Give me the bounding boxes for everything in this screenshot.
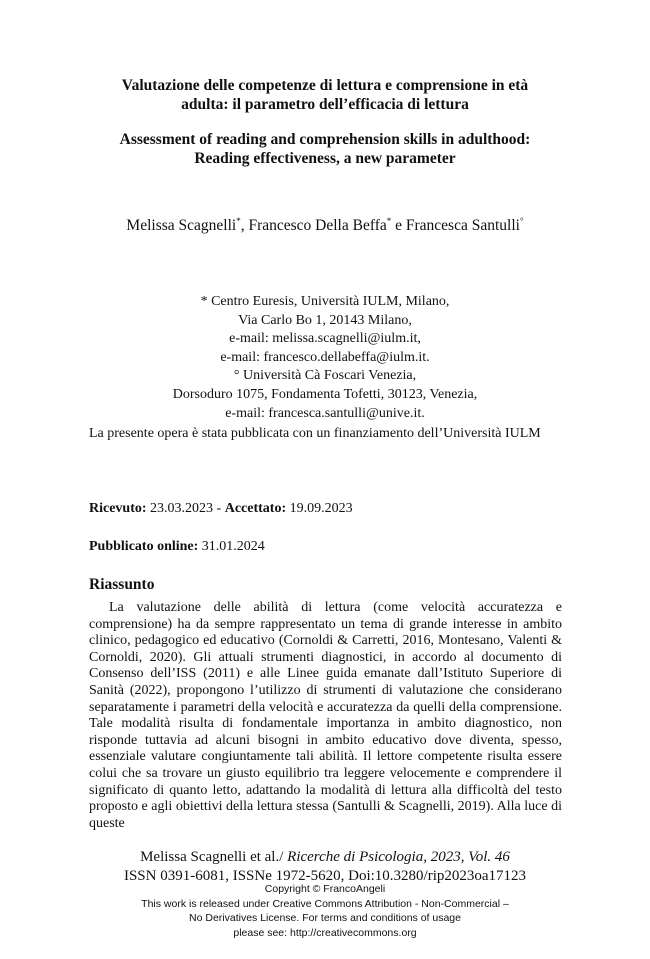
accepted-date: 19.09.2023 <box>286 501 353 516</box>
license-link[interactable]: please see: http://creativecommons.org <box>233 926 417 939</box>
license-block <box>60 882 590 940</box>
author-separator-1: , <box>240 217 249 234</box>
affiliation-email: e-mail: francesca.santulli@unive.it. <box>225 405 425 421</box>
author-list <box>40 216 610 236</box>
title-italian-line1: Valutazione delle competenze di lettura e comprensione in età <box>121 77 529 94</box>
citation-authors: Melissa Scagnelli et al./ <box>140 849 288 865</box>
title-english-line1: Assessment of reading and comprehension skills in adulthood: <box>119 131 531 148</box>
license-line-1: This work is released under Creative Commons Attribution - Non-Commercial – <box>141 897 509 910</box>
license-line-2: No Derivatives License. For terms and conditions of usage <box>189 912 461 924</box>
author-mark-2: * <box>386 215 392 226</box>
received-date: 23.03.2023 - <box>146 501 225 516</box>
published-online <box>89 538 265 556</box>
citation-journal: Ricerche di Psicologia, 2023, Vol. 46 <box>287 849 510 865</box>
copyright-line: Copyright © FrancoAngeli <box>264 883 386 895</box>
affiliation-line: Via Carlo Bo 1, 20143 Milano, <box>238 312 412 328</box>
author-scagnelli: Melissa Scagnelli <box>126 217 237 234</box>
affiliation-line: Dorsoduro 1075, Fondamenta Tofetti, 30123, Venezia, <box>172 386 478 402</box>
author-mark-3: ° <box>519 215 524 226</box>
submission-dates <box>89 500 353 518</box>
abstract-body: La valutazione delle abilità di lettura (come velocità accuratezza e comprensione) ha da sempre rappresentato un tema di grande interesse in ambito clinico, pedagogico ed educativo (Cornoldi & Carretti, 2016, Montesano, Valenti & Cornoldi, 2020). Gli attuali strumenti diagnostici, in accordo al documento di Consenso dell’ISS (2011) e alle Linee guida emanate dall’Istituto Superiore di Sanità (2022), propongono l’utilizzo di strumenti di valutazione che considerano separatamente i parametri della velocità e accuratezza da quelli della comprensione. Tale modalità risulta di fondamentale importanza in ambito diagnostico, non risponde tuttavia ad alcuni bisogni in ambito educativo dove diventa, spesso, essenziale valutare congiuntamente tali abilità. Il lettore competente risulta essere colui che sa trovare un giusto equilibrio tra leggere velocemente e comprendere il significato di quanto letto, adattando la modalità di lettura alla difficoltà del testo proposto e agli obiettivi della lettura stessa (Santulli & Scagnelli, 2019). Alla luce di queste <box>89 600 562 831</box>
title-english-line2: Reading effectiveness, a new parameter <box>194 150 456 167</box>
affiliation-line: * Centro Euresis, Università IULM, Milano, <box>200 294 450 309</box>
author-santulli: Francesca Santulli <box>405 217 520 234</box>
author-mark-1: * <box>236 215 241 226</box>
accepted-label: Accettato: <box>224 501 287 516</box>
online-date: 31.01.2024 <box>198 539 265 554</box>
received-label: Ricevuto: <box>89 501 147 516</box>
affiliation-line: ° Università Cà Foscari Venezia, <box>233 368 417 384</box>
title-italian-line2: adulta: il parametro dell’efficacia di lettura <box>181 96 469 113</box>
affiliations <box>60 293 590 423</box>
author-separator-2: e <box>391 217 406 234</box>
funding-note: La presente opera è stata pubblicata con un finanziamento dell’Università IULM <box>89 426 541 441</box>
footer-citation <box>60 848 590 867</box>
affiliation-email: e-mail: melissa.scagnelli@iulm.it, <box>229 331 421 347</box>
title-english <box>60 130 590 168</box>
online-label: Pubblicato online: <box>89 539 199 554</box>
abstract-heading: Riassunto <box>89 576 155 593</box>
title-italian <box>60 76 590 114</box>
author-della-beffa: Francesco Della Beffa <box>248 217 387 234</box>
affiliation-email: e-mail: francesco.dellabeffa@iulm.it. <box>220 349 430 365</box>
footer-issn: ISSN 0391-6081, ISSNe 1972-5620, Doi:10.3280/rip2023oa17123 <box>123 868 527 884</box>
